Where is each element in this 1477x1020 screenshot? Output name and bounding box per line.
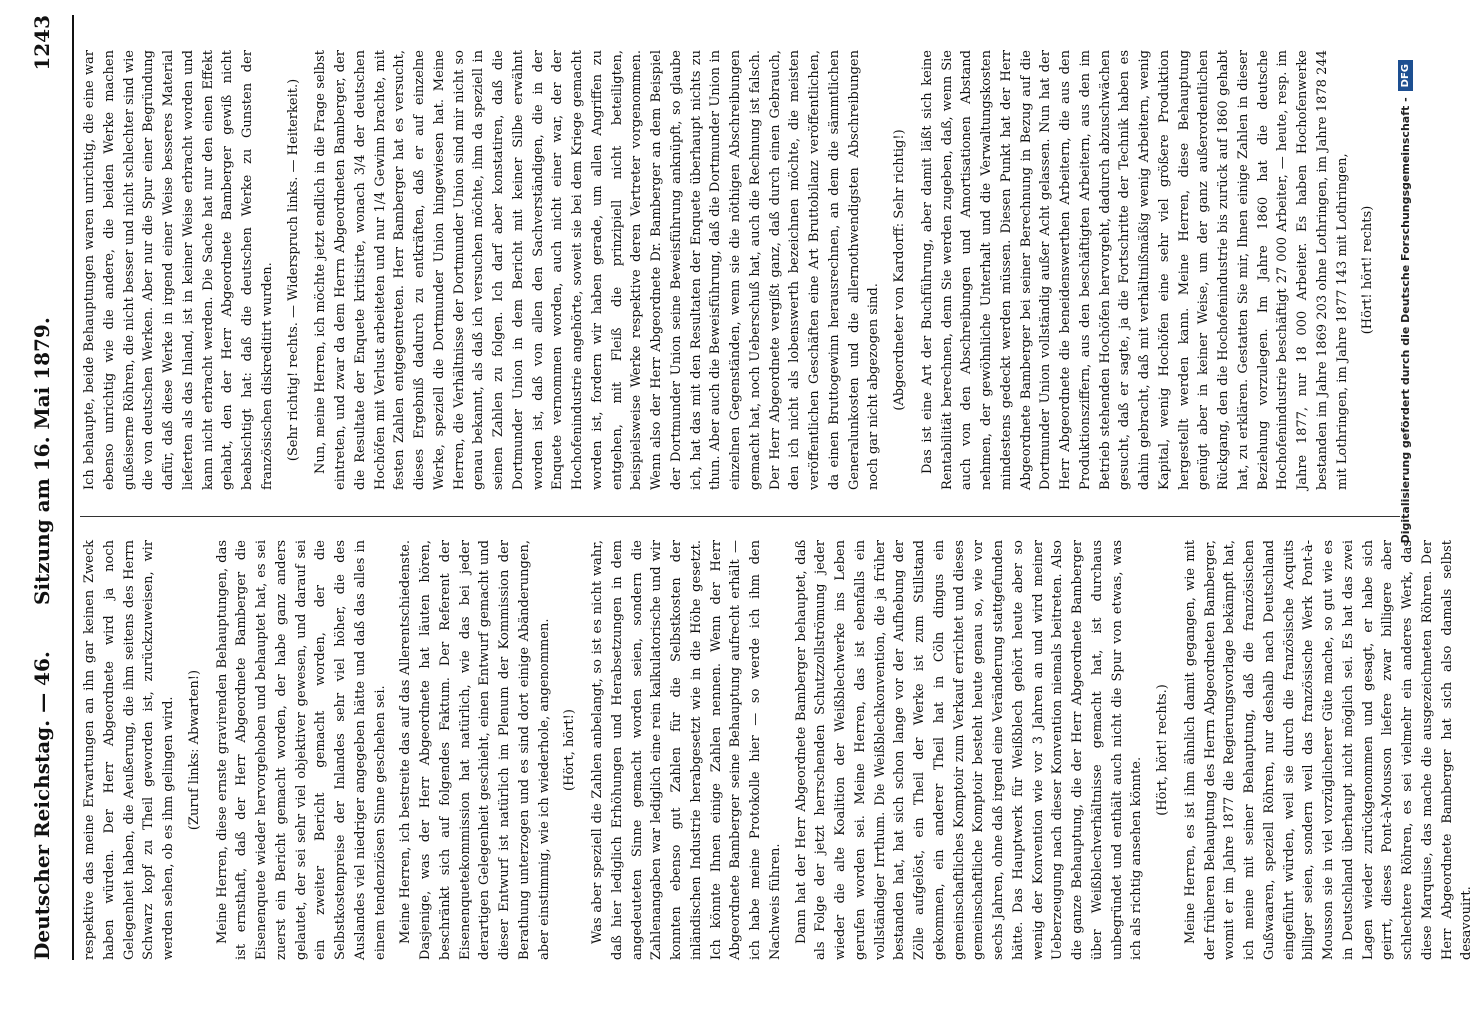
page-header [20,0,60,1000]
interjection: (Sehr richtig! rechts. — Widerspruch links. — Heiterkeit.) [285,78,301,462]
interjection: (Zuruf links: Abwarten!) [186,669,202,831]
paragraph: Meine Herren, diese ernste gravirenden Behauptungen, das ist ernsthaft, daß der Herr Abgeordnete Bamberger die Eisenenquete wieder hervorgehoben und behauptet hat, es sei zuerst ein Bericht gemacht worden, der habe ganz anders gelautet, der sei sehr viel objektiver gewesen, und darauf sei ein zweiter Bericht gemacht worden, der die Selbstkostenpreise der Inlandes sehr viel höher, die des Auslandes viel niedriger angegeben hätte und daß das alles in einem tendenziösen Sinne geschehen sei. [214,540,388,960]
header-rule [72,15,74,960]
paragraph: Meine Herren, ich bestreite das auf das Allerentschiedenste. Dasjenige, was der Herr Abgeordnete hat läuten hören, beschränkt sich auf folgendes Faktum. Der Referent der Eisenenquetekommission hat natürlich, wie das bei jeder derartigen Gelegenheit geschieht, einen Entwurf gemacht und dieser Entwurf ist natürlich im Plenum der Kommission der Berathung unterzogen und es sind dort einige Abänderungen, aber einstimmig, wie ich wiederhole, angenommen. [398,540,552,960]
paragraph: respektive das meine Erwartungen an ihn gar keinen Zweck haben würden. Der Herr Abgeordnete wird ja noch Gelegenheit haben, die Aeußerung, die ihm seitens des Herrn Schwarz kopf zu Theil geworden ist, zurückzuweisen, wir werden sehen, ob es ihm gelingen wird. [82,540,176,960]
interjection: (Hört! hört! rechts) [1360,205,1376,335]
paragraph: Nun, meine Herren, ich möchte jetzt endlich in die Frage selbst eintreten, und zwar da dem Herrn Abgeordneten Bamberger, der die Resultate der Enquete kritisirte, wonach 3/4 der deutschen Hochöfen mit Verlust arbeiteten und nur 1/4 Gewinn brachte, mit festen Zahlen entgegentreten. Herr Bamberger hat es versucht, dieses Ergebniß dadurch zu entkräften, daß er auf einzelne Werke, speziell die Dortmunder Union hingewiesen hat. Meine Herren, die Verhältnisse der Dortmunder Union sind mir nicht so genau bekannt, als daß ich versuchen möchte, ihm da speziell in seinen Zahlen zu folgen. Ich darf aber konstatiren, daß die Dortmunder Union in dem Bericht mit keiner Silbe erwähnt worden ist, daß von allen den Sachverständigen, die in der Enquete vernommen worden, auch nicht einer war, der der Hochofenindustrie angehörte, soweit sie bei dem Kriege gemacht worden ist, fordern wir haben gerade, um allen Angriffen zu entgehen, mit Fleiß die prinzipiell nicht beteiligten, beispielsweise Werke respektive deren Vertreter vorgenommen. Wenn also der Herr Abgeordnete Dr. Bamberger an dem Beispiel der Dortmunder Union seine Beweisführung anknüpft, so glaube ich, hat das mit den Resultaten der Enquete überhaupt nichts zu thun. Aber auch die Beweisführung, daß die Dortmunder Union in einzelnen Gegenständen, wenn sie die nöthigen Abschreibungen gemacht hat, noch Ueberschuß hat, auch die Rechnung ist falsch. Der Herr Abgeordnete vergißt ganz, daß durch einen Gebrauch, den ich nicht als lobenswerth bezeichnen möchte, die meisten veröffentlichen Geschäften eine Art Bruttobilanz veröffentlichen, da einen Bruttogewinn herausrechnen, an dem die sämmtlichen Generalunkosten und die allernothwendigsten Abschreibungen noch gar nicht abgezogen sind. [313,50,882,490]
paragraph: Meine Herren, es ist ihm ähnlich damit gegangen, wie mit der früheren Behauptung des Herrn Abgeordneten Bamberger, womit er im Jahre 1877 die Regierungsvorlage bekämpft hat, ich meine mit seiner Behauptung, daß die französischen Gußwaaren, speziell Röhren, nur deshalb nach Deutschland eingeführt würden, weil sie durch die französische Acquits billiger seien, sondern weil das französische Werk Pont-à-Mousson sie in viel vorzüglicherer Güte mache, so gut wie es in Deutschland überhaupt nicht möglich sei. Es hat das zwei Lagen wieder zurückgenommen und gesagt, er habe sich geirrt, dieses Pont-à-Mousson liefere zwar billigere aber schlechtere Röhren, es sei vielmehr ein anderes Werk, das diese Marquise, das mache die ausgezeichneten Röhren. Der Herr Abgeordnete Bamberger hat sich also damals selbst desavouirt. [1182,540,1475,960]
interjection: (Hört, hört!) [562,709,578,791]
text-column-right [80,50,1410,490]
stamp-text: Digitalisierung gefördert durch die Deutsche Forschungsgemeinschaft - [1398,97,1412,544]
dfg-logo: DFG [1398,60,1413,91]
interjection: (Hört, hört! rechts.) [1155,684,1170,816]
paragraph: Ich behaupte, beide Behauptungen waren unrichtig, die eine war ebenso unrichtig wie die andere, die beiden Werke machen gußeiserne Röhren, die nicht besser und nicht schlechter sind wie die von deutschen Werken. Aber nur die Spur einer Begründung dafür, daß diese Werke in irgend einer Weise besseres Material lieferten als das Inland, ist in keiner Weise erbracht worden und kann nicht erbracht werden. Die Sache hat nur den einen Effekt gehabt, den der Herr Abgeordnete Bamberger gewiß nicht beabsichtigt hat: daß die deutschen Werke zu Gunsten der französischen diskreditirt wurden. [82,50,275,490]
header-left: Deutscher Reichstag. — 46. [30,651,54,960]
paragraph: Was aber speziell die Zahlen anbelangt, so ist es nicht wahr, daß hier lediglich Erhöhungen und Herabsetzungen in dem angedeuteten Sinne gemacht worden seien, sondern die Zahlenangaben war lediglich eine rein kalkulatorische und wir konnten ebenso gut Zahlen für die Selbstkosten der inländischen Industrie herabgesetzt wie in die Höhe gesetzt. Ich könnte Ihnen einige Zahlen nennen. Wenn der Herr Abgeordnete Bamberger seine Behauptung aufrecht erhält — ich habe meine Protokolle hier — so werde ich ihm den Nachweis führen. [590,540,783,960]
column-divider [80,516,1400,517]
page-number: 1243 [30,15,54,71]
header-session-date: Sitzung am 16. Mai 1879. [30,317,54,605]
digitization-stamp [1390,20,1430,1020]
interjection: (Abgeordneter von Kardorff: Sehr richtig!) [892,129,907,411]
text-column-left [80,540,1475,960]
paragraph: Das ist eine Art der Buchführung, aber damit läßt sich keine Rentabilität berechnen, denn Sie werden zugeben, daß, wenn Sie auch von den Abschreibungen und Amortisationen Abstand nehmen, der gewöhnliche Unterhalt und die Verwaltungskosten mindestens gedeckt werden müssen. Diesen Punkt hat der Herr Abgeordnete Bamberger bei seiner Berechnung in Bezug auf die Dortmunder Union vollständig außer Acht gelassen. Nun hat der Herr Abgeordnete die beneidenswerthen Arbeitern, die aus den Produktionsziffern, aus den beschäftigten Arbeitern, aus den im Betrieb stehenden Hochöfen hervorgeht, dadurch abzuschwächen gesucht, daß er sagte, ja die Fortschritte der Technik haben es dahin gebracht, daß mit verhältnißmäßig wenig Arbeitern, wenig Kapital, wenig Hochöfen eine sehr viel größere Produktion hergestellt werden kann. Meine Herren, diese Behauptung genügt aber in keiner Weise, um der ganz außerordentlichen Rückgang, den die Hochofenindustrie bis zurück auf 1860 gehabt hat, zu erklären. Gestatten Sie mir, Ihnen einige Zahlen in dieser Beziehung vorzulegen. Im Jahre 1860 hat die deutsche Hochofenindustrie beschäftigt 27 000 Arbeiter, — heute, resp. im Jahre 1877, nur 18 000 Arbeiter. Es haben Hochofenwerke bestanden im Jahre 1869 203 ohne Lothringen, im Jahre 1878 244 mit Lothringen, im Jahre 1877 143 mit Lothringen, [919,50,1350,490]
paragraph: Dann hat der Herr Abgeordnete Bamberger behauptet, daß als Folge der jetzt herrschenden Schutzzollströmung jeder wieder die alte Koalition der Weißblechwerke ins Leben gerufen worden sei. Meine Herren, das ist ebenfalls ein vollständiger Irrthum. Die Weißblechkonvention, die ja früher bestanden hat, hat sich schon lange vor der Aufhebung der Zölle aufgelöst, ein Theil der Werke ist zum Stillstand gekommen, ein anderer Theil hat in Cöln dingus ein gemeinschaftliches Komptoir zum Verkauf errichtet und dieses gemeinschaftliche Komptoir besteht heute genau so, wie vor sechs Jahren, ohne daß irgend eine Veränderung stattgefunden hätte. Das Hauptwerk für Weißblech gehört heute aber so wenig der Konvention wie vor 3 Jahren an und wird meiner Ueberzeugung nach dieser Konvention niemals beitreten. Also die ganze Behauptung, die der Herr Abgeordnete Bamberger über Weißblechverhältnisse gemacht hat, ist durchaus unbegründet und enthält auch nicht die Spur von etwas, was ich als richtig ansehen könnte. [793,540,1145,960]
